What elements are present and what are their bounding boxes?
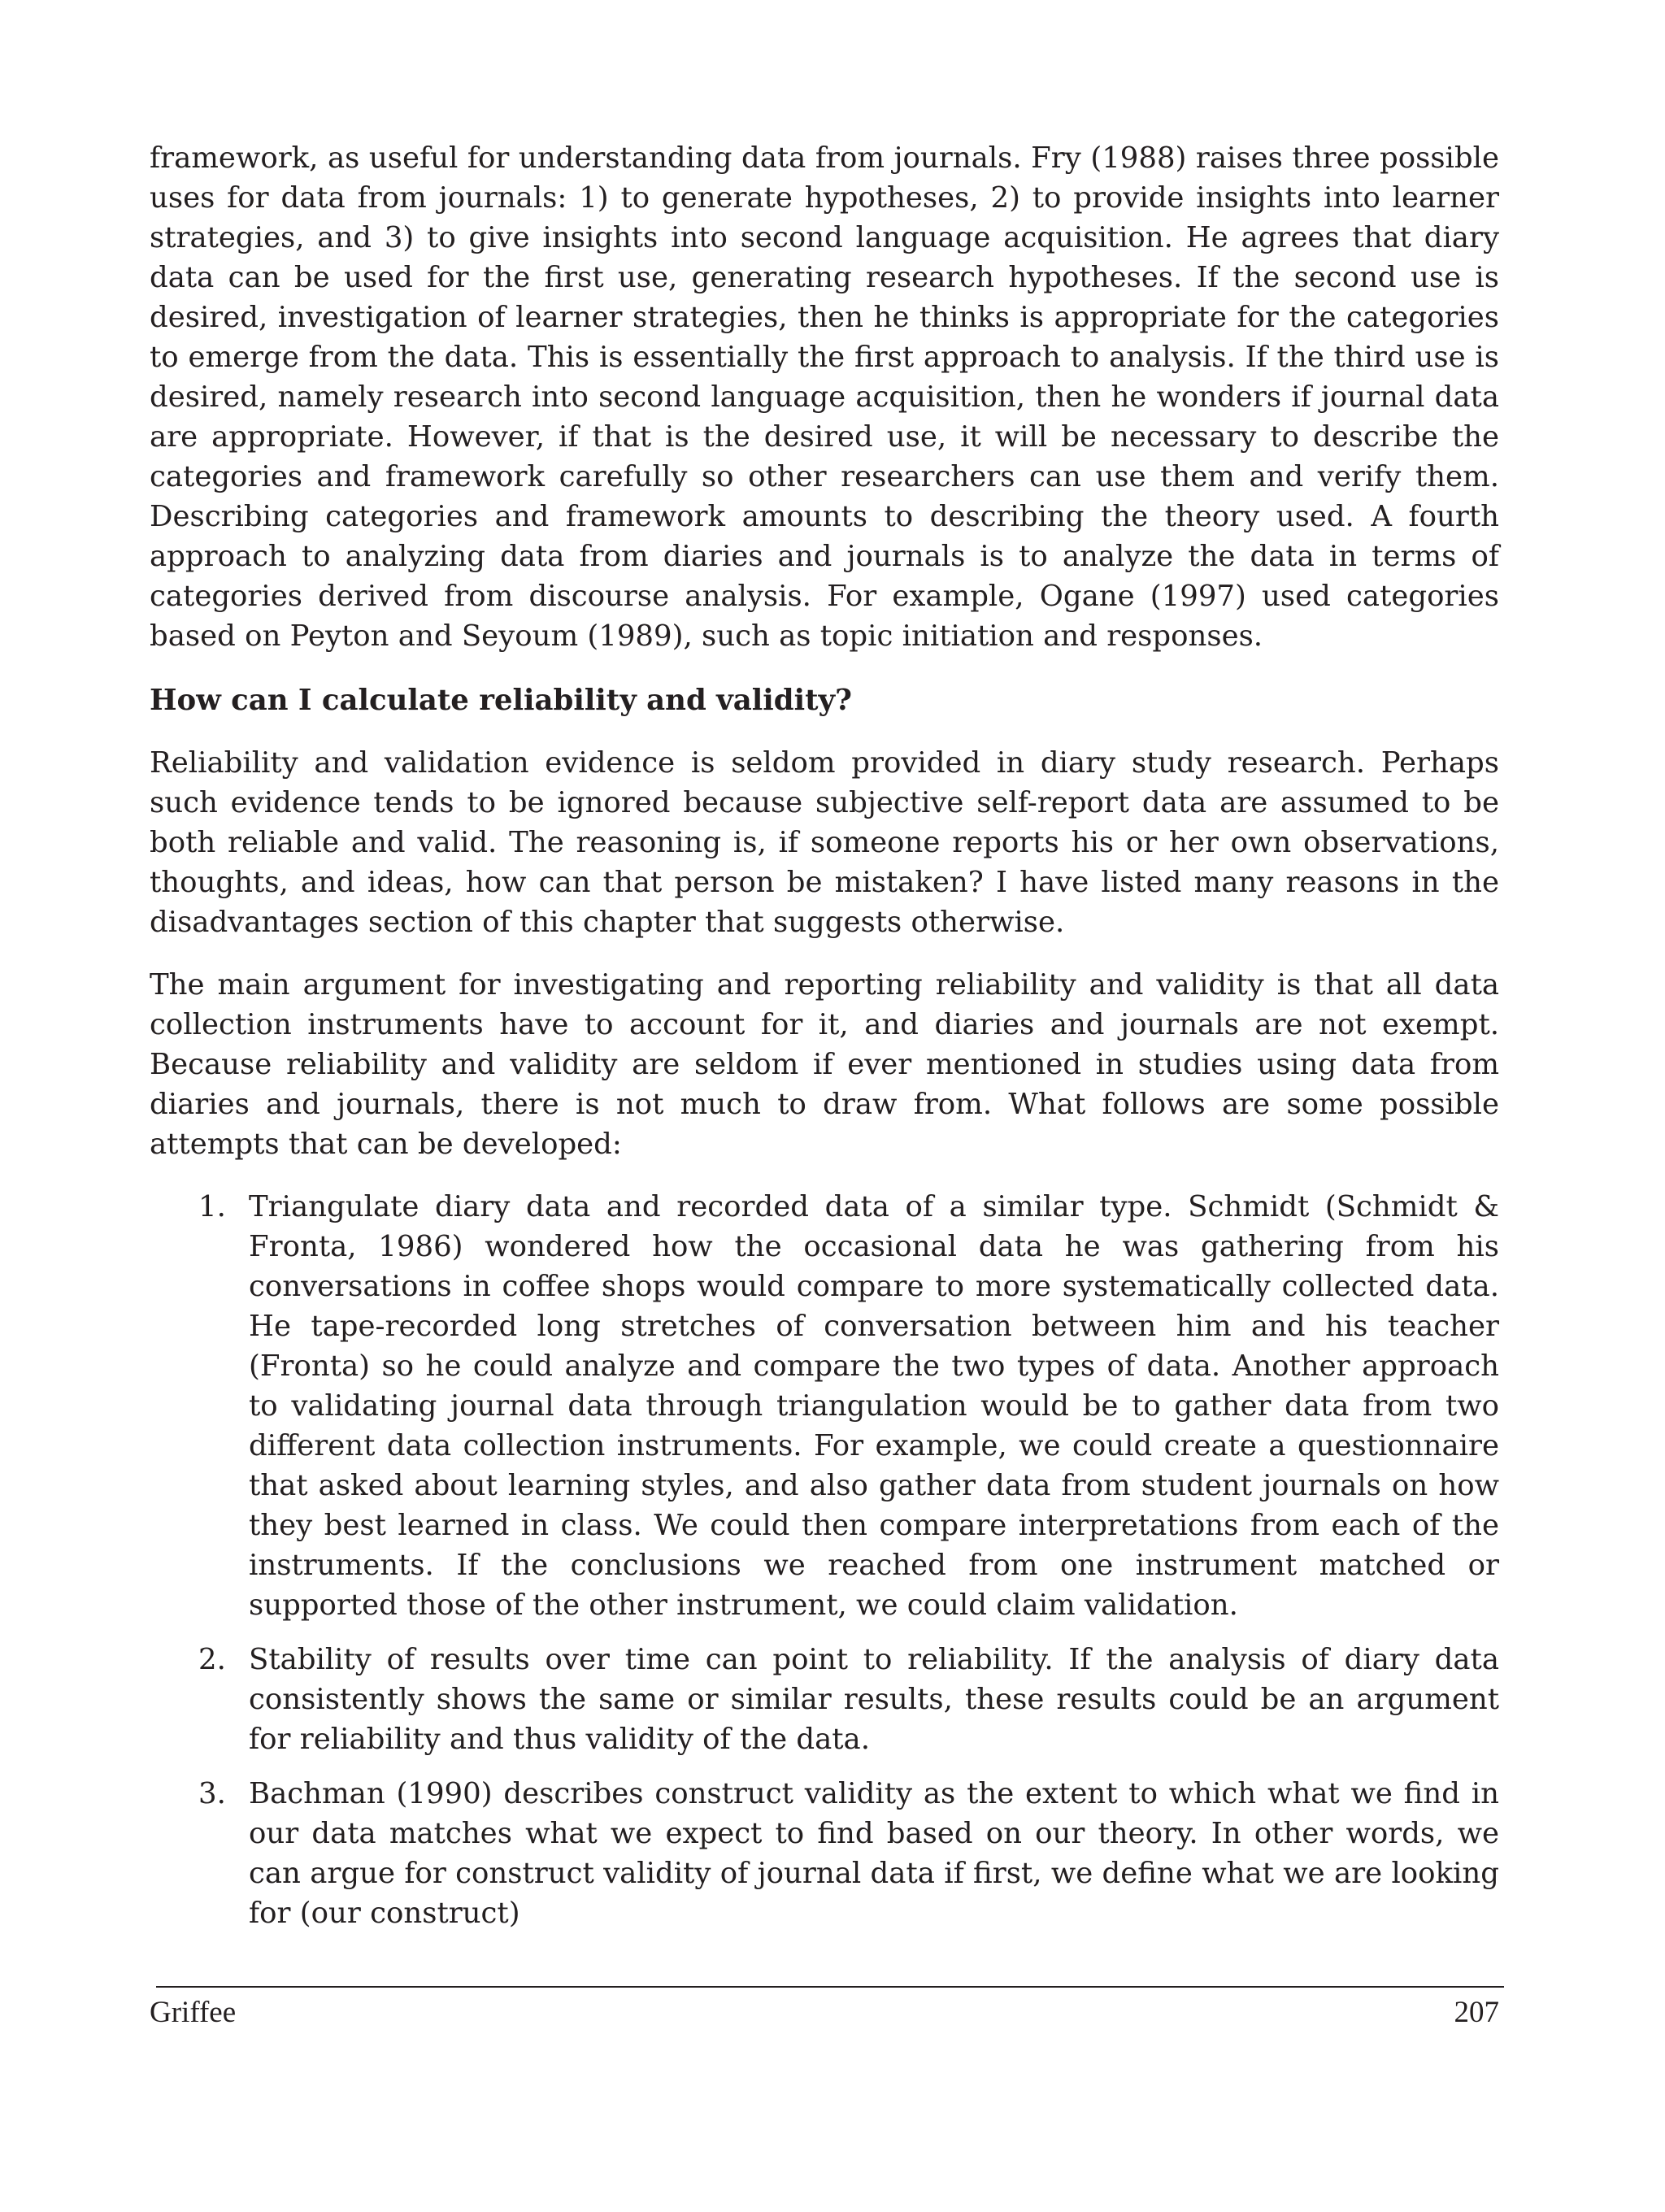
footer-divider [156, 1986, 1504, 1988]
list-item [150, 1187, 1499, 1625]
list-item-text: Triangulate diary data and recorded data of a similar type. Schmidt (Schmidt & Fronta, 1986) wondered how the occasional data he was gathering from his conversations in coffee shops would compare to more systematically collected data. He tape-recorded long stretches of conversation between him and his teacher (Fronta) so he could analyze and compare the two types of data. Another approach to validating journal data through triangulation would be to gather data from two different data collection instruments. For example, we could create a questionnaire that asked about learning styles, and also gather data from student journals on how they best learned in class. We could then compare interpretations from each of the instruments. If the conclusions we reached from one instrument matched or supported those of the other instrument, we could claim validation. [249, 1190, 1499, 1622]
body-paragraph: The main argument for investigating and reporting reliability and validity is that all data collection instruments have to account for it, and diaries and journals are not exempt. Because reliability and validity are seldom if ever mentioned in studies using data from diaries and journals, there is not much to draw from. What follows are some possible attempts that can be developed: [150, 968, 1499, 1161]
list-item [150, 1640, 1499, 1759]
page-content [150, 138, 1499, 1948]
list-item-number: 2. [198, 1643, 226, 1676]
list-item-text: Stability of results over time can point to reliability. If the analysis of diary data consistently shows the same or similar results, these results could be an argument for reliability and thus validity of the data. [249, 1643, 1499, 1756]
numbered-list [150, 1187, 1499, 1933]
body-paragraph: Reliability and validation evidence is seldom provided in diary study research. Perhaps such evidence tends to be ignored because subjective self-report data are assumed to be both reliable and valid. The reasoning is, if someone reports his or her own observations, thoughts, and ideas, how can that person be mistaken? I have listed many reasons in the disadvantages section of this chapter that suggests otherwise. [150, 746, 1499, 939]
body-paragraph: framework, as useful for understanding data from journals. Fry (1988) raises three possible uses for data from journals: 1) to generate hypotheses, 2) to provide insights into learner strategies, and 3) to give insights into second language acquisition. He agrees that diary data can be used for the first use, generating research hypotheses. If the second use is desired, investigation of learner strategies, then he thinks is appropriate for the categories to emerge from the data. This is essentially the first approach to analysis. If the third use is desired, namely research into second language acquisition, then he wonders if journal data are appropriate. However, if that is the desired use, it will be necessary to describe the categories and framework carefully so other researchers can use them and verify them. Describing categories and framework amounts to describing the theory used. A fourth approach to analyzing data from diaries and journals is to analyze the data in terms of categories derived from discourse analysis. For example, Ogane (1997) used categories based on Peyton and Seyoum (1989), such as topic initiation and responses. [150, 141, 1499, 653]
footer-author: Griffee [150, 1996, 237, 2029]
list-item-number: 3. [198, 1777, 226, 1810]
list-item [150, 1774, 1499, 1933]
section-heading: How can I calculate reliability and validity? [150, 684, 852, 717]
page-number: 207 [1454, 1996, 1499, 2029]
list-item-number: 1. [198, 1190, 226, 1223]
list-item-text: Bachman (1990) describes construct validity as the extent to which what we find in our data matches what we expect to find based on our theory. In other words, we can argue for construct validity of journal data if first, we define what we are looking for (our construct) [249, 1777, 1499, 1930]
